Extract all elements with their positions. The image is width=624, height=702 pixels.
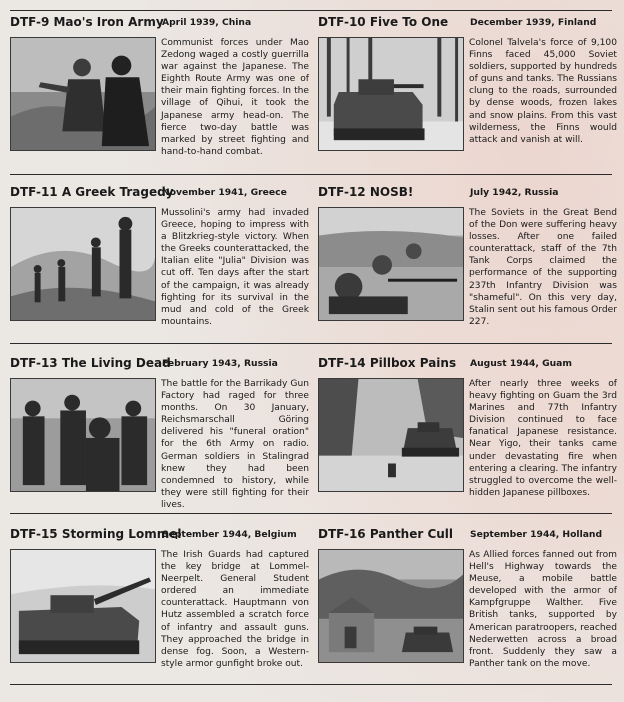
separator-line: [10, 10, 612, 11]
separator-line: [10, 343, 612, 344]
scenario-card: [10, 15, 310, 171]
scenario-title: DTF-15 Storming Lommel: [10, 527, 182, 541]
scenario-card: [10, 185, 310, 341]
scenario-title: DTF-14 Pillbox Pains: [318, 356, 457, 370]
scenario-title: DTF-11 A Greek Tragedy: [10, 185, 174, 199]
separator-line: [10, 174, 612, 175]
separator-line: [10, 513, 612, 514]
scenario-photo: [318, 37, 464, 151]
scenario-photo: [318, 207, 464, 321]
scenario-photo: [10, 207, 156, 321]
scenario-date: August 1944, Guam: [470, 358, 572, 369]
scenario-description: Colonel Talvela's force of 9,100 Finns faced 45,000 Soviet soldiers, supported by hundreds of guns and tanks. The Russians clung to the roads, surrounded by dense woods, frozen lakes and snow plains. From this vast wilderness, the Finns would attack and vanish at will.: [469, 38, 617, 145]
scenario-title: DTF-9 Mao's Iron Army: [10, 15, 164, 29]
scenario-card: [318, 15, 618, 171]
separator-line: [10, 684, 612, 685]
scenario-card: [10, 527, 310, 683]
scenario-date: April 1939, China: [162, 17, 252, 28]
scenario-description: The battle for the Barrikady Gun Factory had raged for three months. On 30 January, Reichsmarschall Göring delivered his "funeral oration" for the 6th Army on radio. German soldiers in Stalingrad knew they had been condemned to history, while they were still fighting for their lives.: [161, 379, 309, 510]
scenario-photo: [10, 37, 156, 151]
scenario-date: July 1942, Russia: [470, 187, 559, 198]
scenario-description: The Irish Guards had captured the key bridge at Lommel-Neerpelt. General Student ordered an immediate counterattack. Hauptmann von Hutz assembled a scratch force of infantry and assault guns. They approached the bridge in dense fog. Soon, a Western-style armor gunfight broke out.: [161, 550, 309, 669]
scenario-title: DTF-13 The Living Dead: [10, 356, 171, 370]
scenario-description: Communist forces under Mao Zedong waged a costly guerrilla war against the Japanese. The Eighth Route Army was one of their main fighting forces. In the village of Qihui, it took the Japanese army head-on. The fierce two-day battle was marked by street fighting and hand-to-hand combat.: [161, 38, 309, 157]
scenario-title: DTF-12 NOSB!: [318, 185, 414, 199]
scenario-photo: [318, 549, 464, 663]
scenario-title: DTF-10 Five To One: [318, 15, 449, 29]
scenario-photo: [318, 378, 464, 492]
scenario-description: Mussolini's army had invaded Greece, hoping to impress with a Blitzkrieg-style victory. When the Greeks counterattacked, the Italian elite "Julia" Division was cut off. Ten days after the start of the campaign, it was already fighting for its survival in the mud and cold of the Greek mountains.: [161, 208, 309, 327]
scenario-card: [318, 527, 618, 683]
scenario-date: November 1941, Greece: [162, 187, 287, 198]
scenario-date: December 1939, Finland: [470, 17, 597, 28]
scenario-title: DTF-16 Panther Cull: [318, 527, 454, 541]
scenario-date: February 1943, Russia: [162, 358, 278, 369]
scenario-date: September 1944, Holland: [470, 529, 603, 540]
scenario-card: [318, 356, 618, 512]
scenario-description: As Allied forces fanned out from Hell's Highway towards the Meuse, a mobile battle developed with the armor of Kampfgruppe Walther. Five British tanks, supported by American paratroopers, reached Nederwetten across a broad front. Suddenly they saw a Panther tank on the move.: [469, 550, 617, 669]
scenario-date: September 1944, Belgium: [162, 529, 297, 540]
scenario-photo: [10, 378, 156, 492]
scenario-photo: [10, 549, 156, 663]
scenario-description: The Soviets in the Great Bend of the Don were suffering heavy losses. After one failed counterattack, staff of the 7th Tank Corps claimed the performance of the supporting 237th Infantry Division was "shameful". On this very day, Stalin sent out his famous Order 227.: [469, 208, 617, 327]
scenario-card: [318, 185, 618, 341]
scenario-card: [10, 356, 310, 512]
scenario-description: After nearly three weeks of heavy fighting on Guam the 3rd Marines and 77th Infantry Division continued to face fanatical Japanese resistance. Near Yigo, their tanks came under devastating fire when entering a clearing. The infantry struggled to overcome the well-hidden Japanese pillboxes.: [469, 379, 617, 498]
